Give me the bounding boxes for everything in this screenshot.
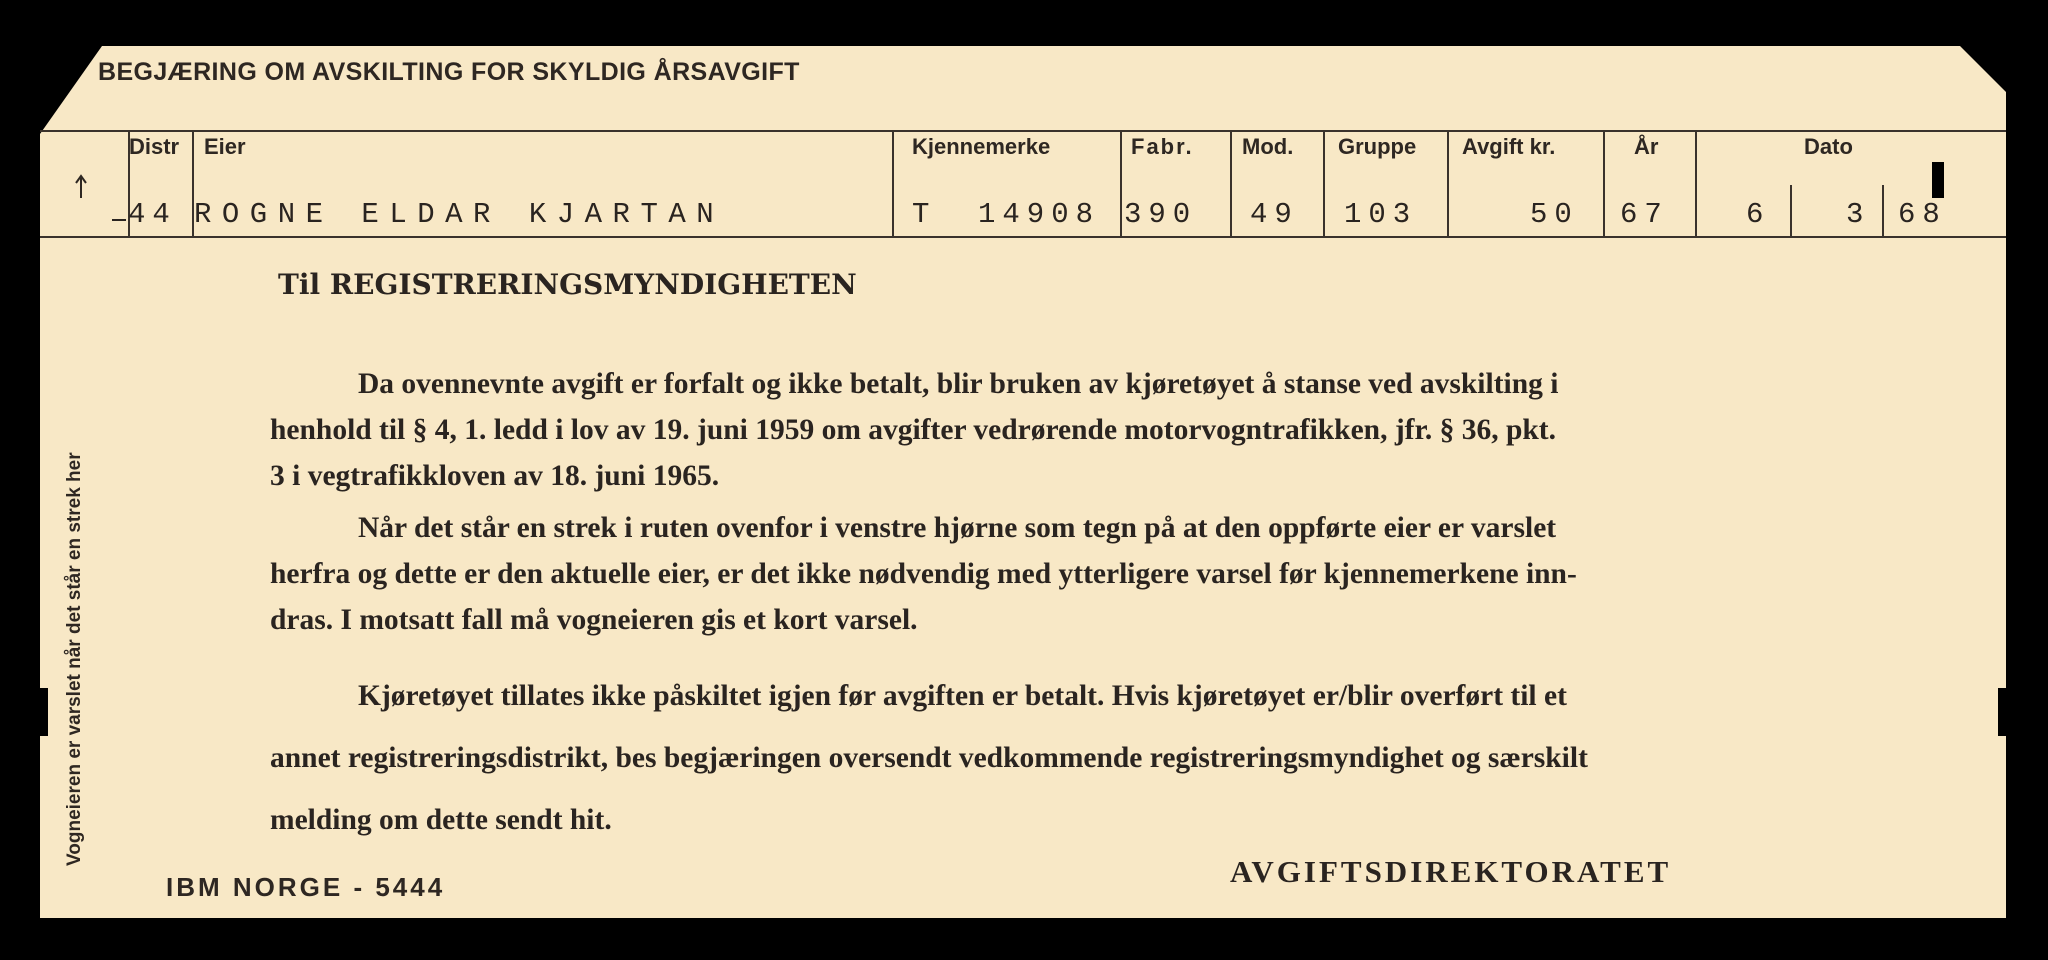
cell-eier: ROGNE ELDAR KJARTAN (194, 198, 725, 231)
notified-dash-mark (112, 219, 126, 221)
paragraph-2-line: dras. I motsatt fall må vogneieren gis et kort varsel. (270, 604, 918, 636)
paragraph-2 (270, 505, 1830, 643)
col-label-ar: År (1634, 134, 1659, 159)
divider-gruppe-avgift (1447, 130, 1449, 236)
paragraph-1-line: henhold til § 4, 1. ledd i lov av 19. juni 1959 om avgifter vedrørende motorvogntrafikken, jfr. § 36, pkt. (270, 414, 1557, 446)
cell-kjennemerke-number: 14908 (978, 198, 1101, 231)
table-top-rule (40, 130, 2006, 132)
col-label-mod: Mod. (1242, 134, 1294, 159)
card-notch-left (40, 688, 48, 736)
divider-ar-dato (1695, 130, 1697, 236)
divider-mod-gruppe (1323, 130, 1325, 236)
paragraph-1-line: Da ovennevnte avgift er forfalt og ikke betalt, blir bruken av kjøretøyet å stanse ved avskilting i (358, 368, 1559, 400)
cell-dato-day: 6 (1746, 198, 1771, 231)
cell-fabr: 390 (1124, 198, 1198, 231)
paragraph-2-line: Når det står en strek i ruten ovenfor i venstre hjørne som tegn på at den oppførte eier er varslet (358, 512, 1557, 544)
form-code: IBM NORGE - 5444 (166, 872, 446, 902)
paragraph-3-line: annet registreringsdistrikt, bes begjæringen oversendt vedkommende registreringsmyndighet og særskilt (270, 742, 1588, 774)
arrow-up-icon (74, 174, 88, 198)
paragraph-1 (270, 361, 1830, 499)
cell-kjennemerke-prefix: T (912, 198, 937, 231)
col-label-kjennemerke: Kjennemerke (912, 134, 1051, 159)
col-label-distr: Distr (129, 134, 180, 159)
cell-avgift: 50 (1530, 198, 1579, 231)
form-title: BEGJÆRING OM AVSKILTING FOR SKYLDIG ÅRSAVGIFT (98, 58, 800, 86)
card-notch-right (1998, 688, 2006, 736)
paragraph-3-line: melding om dette sendt hit. (270, 804, 612, 836)
issuer-name: AVGIFTSDIREKTORATET (1230, 854, 1672, 889)
divider-kjennemerke-fabr (1120, 130, 1122, 236)
paragraph-3 (270, 665, 1830, 851)
paragraph-2-line: herfra og dette er den aktuelle eier, er det ikke nødvendig med ytterligere varsel før kjennemerkene inn- (270, 558, 1577, 590)
side-note: Vogneieren er varslet når det står en strek her (64, 452, 85, 866)
cell-dato-year: 68 (1898, 198, 1947, 231)
cell-mod: 49 (1250, 198, 1299, 231)
corner-mark (1932, 162, 1944, 198)
divider-eier-kjennemerke (892, 130, 894, 236)
cell-gruppe: 103 (1344, 198, 1418, 231)
cell-dato-month: 3 (1846, 198, 1871, 231)
paragraph-1-line: 3 i vegtrafikkloven av 18. juni 1965. (270, 460, 720, 492)
col-label-dato: Dato (1804, 134, 1853, 159)
col-label-gruppe: Gruppe (1338, 134, 1417, 159)
col-label-eier: Eier (204, 134, 246, 159)
paragraph-3-line: Kjøretøyet tillates ikke påskiltet igjen før avgiften er betalt. Hvis kjøretøyet er/blir overført til et (358, 680, 1567, 712)
col-label-fabr: Fabr. (1131, 134, 1194, 159)
divider-dato-day-month (1790, 185, 1792, 236)
divider-dato-month-year (1882, 185, 1884, 236)
table-bottom-rule (40, 236, 2006, 238)
col-label-avgift: Avgift kr. (1462, 134, 1556, 159)
divider-avgift-ar (1603, 130, 1605, 236)
recipient-heading: Til REGISTRERINGSMYNDIGHETEN (278, 268, 857, 301)
cell-distr: 44 (128, 198, 177, 231)
cell-ar: 67 (1620, 198, 1669, 231)
divider-fabr-mod (1230, 130, 1232, 236)
